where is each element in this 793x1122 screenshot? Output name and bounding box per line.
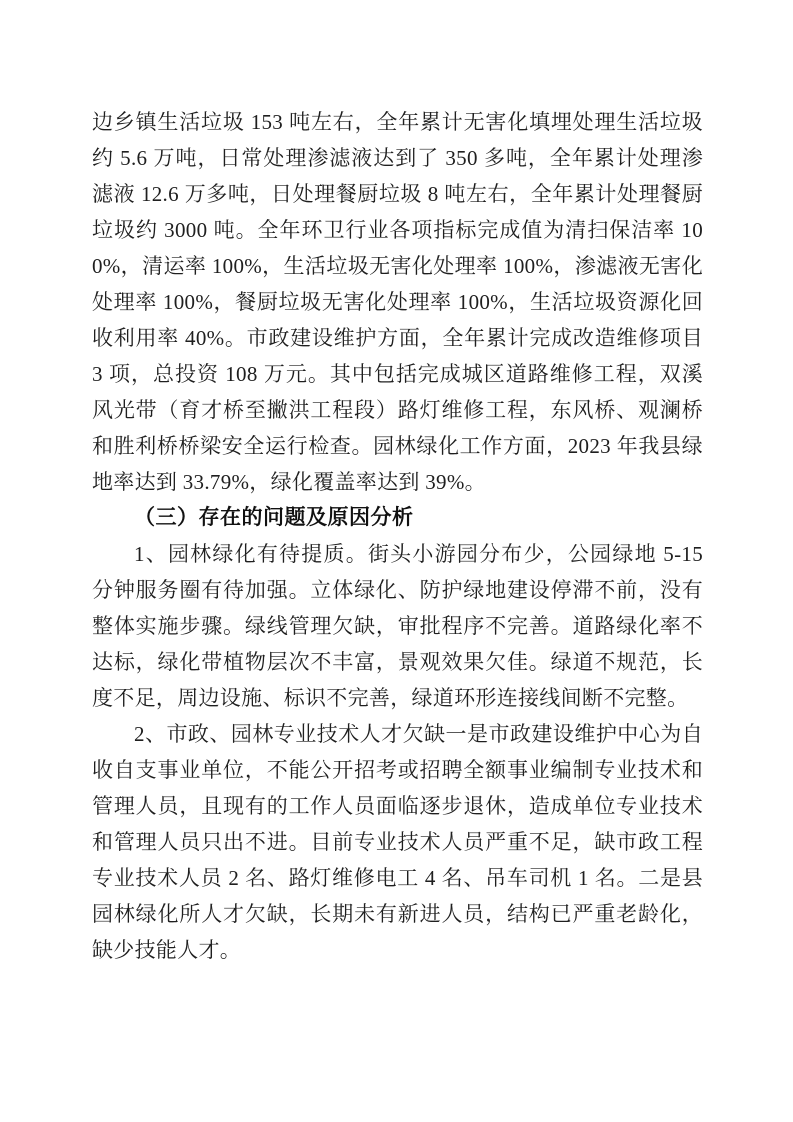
document-body bbox=[92, 104, 703, 968]
paragraph-issue-1: 1、园林绿化有待提质。街头小游园分布少，公园绿地 5-15 分钟服务圈有待加强。立体绿化、防护绿地建设停滞不前，没有整体实施步骤。绿线管理欠缺，审批程序不完善。道路绿化率不达标，绿化带植物层次不丰富，景观效果欠佳。绿道不规范，长度不足，周边设施、标识不完善，绿道环形连接线间断不完整。 bbox=[92, 542, 703, 710]
paragraph-continuation: 边乡镇生活垃圾 153 吨左右，全年累计无害化填埋处理生活垃圾约 5.6 万吨，日常处理渗滤液达到了 350 多吨，全年累计处理渗滤液 12.6 万多吨，日处理餐厨垃圾 8 吨左右，全年累计处理餐厨垃圾约 3000 吨。全年环卫行业各项指标完成值为清扫保洁率 100%，清运率 100%，生活垃圾无害化处理率 100%，渗滤液无害化处理率 100%，餐厨垃圾无害化处理率 100%，生活垃圾资源化回收利用率 40%。市政建设维护方面，全年累计完成改造维修项目 3 项，总投资 108 万元。其中包括完成城区道路维修工程，双溪风光带（育才桥至撇洪工程段）路灯维修工程，东风桥、观澜桥和胜利桥桥梁安全运行检查。园林绿化工作方面，2023 年我县绿地率达到 33.79%，绿化覆盖率达到 39%。 bbox=[92, 110, 703, 494]
paragraph-issue-2: 2、市政、园林专业技术人才欠缺一是市政建设维护中心为自收自支事业单位，不能公开招考或招聘全额事业编制专业技术和管理人员，且现有的工作人员面临逐步退休，造成单位专业技术和管理人员只出不进。目前专业技术人员严重不足，缺市政工程专业技术人员 2 名、路灯维修电工 4 名、吊车司机 1 名。二是县园林绿化所人才欠缺，长期未有新进人员，结构已严重老龄化，缺少技能人才。 bbox=[92, 722, 703, 962]
section-heading: （三）存在的问题及原因分析 bbox=[134, 506, 414, 529]
